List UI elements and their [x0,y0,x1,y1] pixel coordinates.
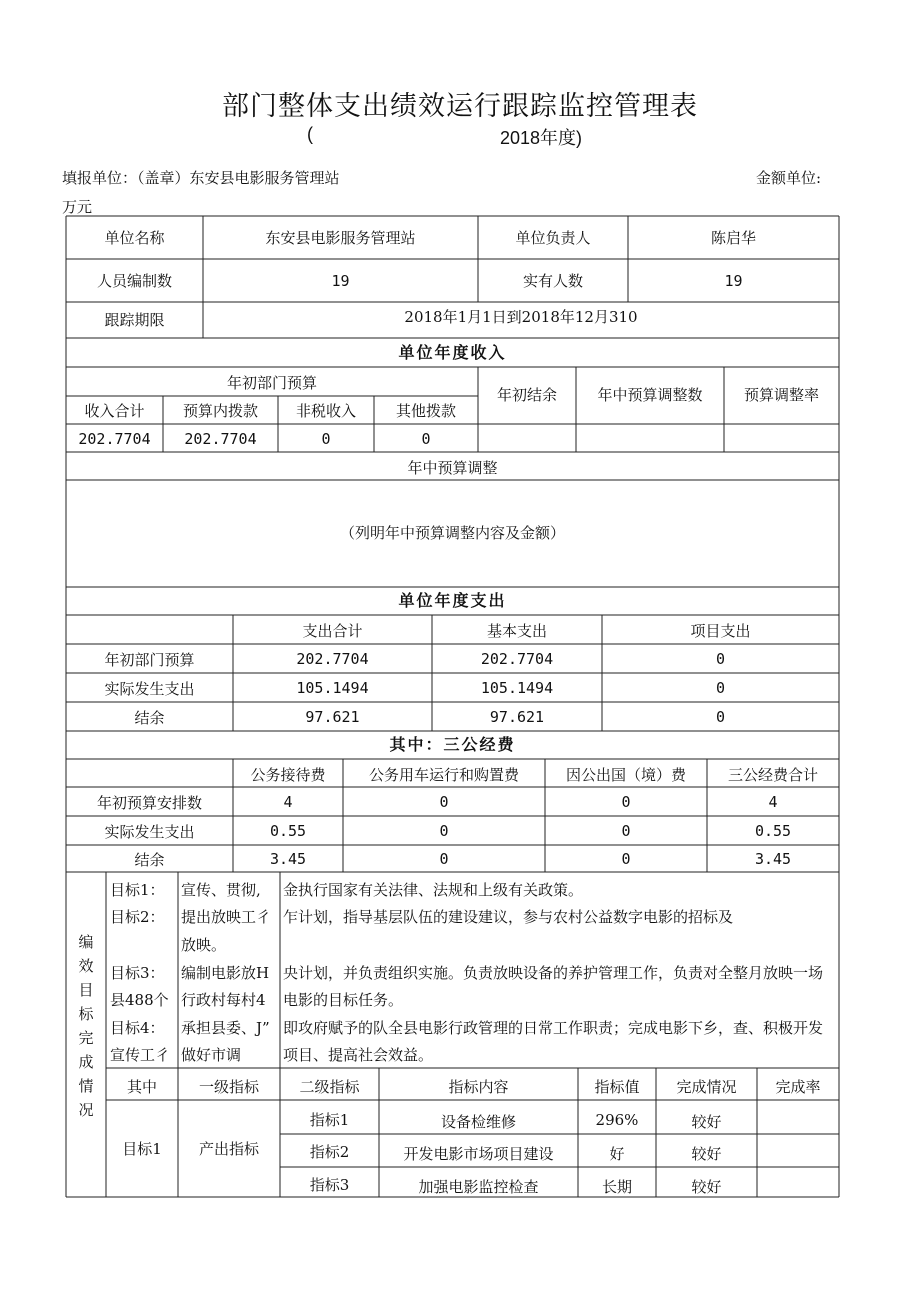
tp-header-vehicle: 公务用车运行和购置费 [368,766,519,784]
adjustment-section-title: 年中预算调整 [407,459,498,477]
tp-cell: 0 [621,822,631,840]
goal-text: 项目、提高社会效益。 [283,1046,434,1064]
ind-header: 指标内容 [448,1078,509,1096]
goal-mid: 编制电影放H [181,964,270,982]
tp-cell: 3.45 [269,850,307,868]
goal-mid: 提出放映工彳 [181,908,272,926]
tp-header-reception: 公务接待费 [250,766,326,784]
goal-label: 目标4： [110,1019,165,1037]
report-year: 2018年度) [500,128,583,148]
ind-status: 较好 [691,1145,722,1163]
tp-row-label: 实际发生支出 [104,823,195,841]
amount-unit-label: 金额单位: [756,169,822,187]
ind-value: 好 [609,1145,625,1163]
exp-row-label: 实际发生支出 [104,680,195,698]
goal-mid: 承担县委、J” [181,1019,270,1037]
income-budget-group: 年初部门预算 [226,374,317,392]
goal-label: 目标3： [110,964,165,982]
reporting-unit: 填报单位：（盖章）东安县电影服务管理站 [62,169,340,187]
exp-cell: 202.7704 [296,650,369,668]
ind-level1: 产出指标 [198,1140,259,1158]
goal-mid: 行政村每村4 [181,991,266,1009]
amount-unit-value: 万元 [62,198,93,216]
ind-content: 开发电影市场项目建设 [403,1145,554,1163]
staff-quota-label: 人员编制数 [96,272,172,290]
unit-name: 东安县电影服务管理站 [265,229,416,247]
income-other-value: 0 [421,430,431,448]
ind-status: 较好 [691,1113,722,1131]
exp-header-basic: 基本支出 [486,622,547,640]
tp-cell: 4 [283,793,293,811]
income-appropriation-value: 202.7704 [184,430,257,448]
exp-header-project: 项目支出 [690,622,751,640]
goals-side-label: 编效目标完成情况 [78,933,94,1119]
tp-cell: 3.45 [754,850,792,868]
three-public-section-title: 其中：三公经费 [389,735,516,754]
unit-name-label: 单位名称 [104,229,165,247]
goal-mid: 宣传、贯彻, [181,881,261,899]
ind-status: 较好 [691,1178,722,1196]
tp-row-label: 结余 [134,851,165,869]
tp-row-label: 年初预算安排数 [96,794,202,812]
ind-content: 加强电影监控检查 [418,1178,539,1196]
exp-cell: 202.7704 [480,650,554,668]
goal-text: 电影的目标任务。 [283,991,404,1009]
goal-mid: 做好市调 [181,1046,242,1064]
tp-cell: 0.55 [269,822,307,840]
expenditure-section-title: 单位年度支出 [398,591,507,610]
ind-level2: 指标2 [309,1143,350,1161]
tp-cell: 4 [768,793,778,811]
income-nontax-value: 0 [321,430,331,448]
exp-cell: 97.621 [489,708,545,726]
income-header-total: 收入合计 [84,402,145,420]
ind-header: 完成情况 [676,1078,737,1096]
adjust-rate-label: 预算调整率 [743,386,819,404]
tracking-period: 2018年1月1日到2018年12月310 [404,308,638,326]
ind-header: 一级指标 [198,1078,259,1096]
goal-text: 金执行国家有关法律、法规和上级有关政策。 [283,881,584,899]
actual-staff: 19 [724,272,743,290]
ind-level2: 指标3 [309,1176,350,1194]
exp-cell: 0 [715,708,726,726]
goal-mid: 放映。 [181,936,227,954]
staff-quota: 19 [331,272,350,290]
actual-staff-label: 实有人数 [522,272,583,290]
period-label: 跟踪期限 [104,311,165,329]
year-open-paren: ( [307,124,313,144]
leader-label: 单位负责人 [515,229,591,247]
exp-row-label: 年初部门预算 [104,651,195,669]
income-header-other: 其他拨款 [395,402,456,420]
ind-level2: 指标1 [309,1111,350,1129]
goal-label: 目标1： [110,881,165,899]
ind-value: 296% [595,1111,639,1129]
ind-header: 完成率 [775,1078,821,1096]
tp-cell: 0 [439,822,449,840]
tp-header-total: 三公经费合计 [727,766,818,784]
tp-cell: 0 [439,850,449,868]
income-header-nontax: 非税收入 [295,402,356,420]
ind-header: 其中 [126,1078,157,1096]
leader-name: 陈启华 [710,229,756,247]
tp-cell: 0 [439,793,449,811]
income-total-value: 202.7704 [78,430,151,448]
exp-header-total: 支出合计 [302,622,363,640]
mid-adjust-label: 年中预算调整数 [597,386,703,404]
exp-cell: 105.1494 [296,679,369,697]
goal-label: 目标2： [110,908,165,926]
ind-header: 指标值 [594,1078,640,1096]
ind-target: 目标1 [122,1140,162,1158]
exp-cell: 97.621 [305,708,360,726]
income-header-appropriation: 预算内拨款 [182,402,258,420]
goal-label: 县488个 [110,991,169,1009]
opening-balance-label: 年初结余 [496,386,557,404]
tp-cell: 0.55 [754,822,792,840]
exp-cell: 0 [715,650,726,668]
goal-text: 央计划，并负责组织实施。负责放映设备的养护管理工作，负责对全整月放映一场 [283,964,824,982]
goal-text: 乍计划，指导基层队伍的建设建议，参与农村公益数字电影的招标及 [283,908,734,926]
tp-cell: 0 [621,793,631,811]
goal-text: 即攻府赋予的队全县电影行政管理的日常工作职责；完成电影下乡，查、积极开发 [283,1019,824,1037]
exp-row-label: 结余 [134,709,165,727]
exp-cell: 0 [715,679,726,697]
ind-content: 设备检维修 [440,1113,516,1131]
tp-header-abroad: 因公出国（境）费 [565,766,686,784]
exp-cell: 105.1494 [480,679,554,697]
page-title: 部门整体支出绩效运行跟踪监控管理表 [222,91,698,122]
income-section-title: 单位年度收入 [398,343,507,362]
ind-header: 二级指标 [299,1078,360,1096]
adjustment-note: （列明年中预算调整内容及金额） [339,524,565,542]
ind-value: 长期 [601,1178,632,1196]
goal-label: 宣传工彳 [110,1046,171,1064]
tp-cell: 0 [621,850,631,868]
